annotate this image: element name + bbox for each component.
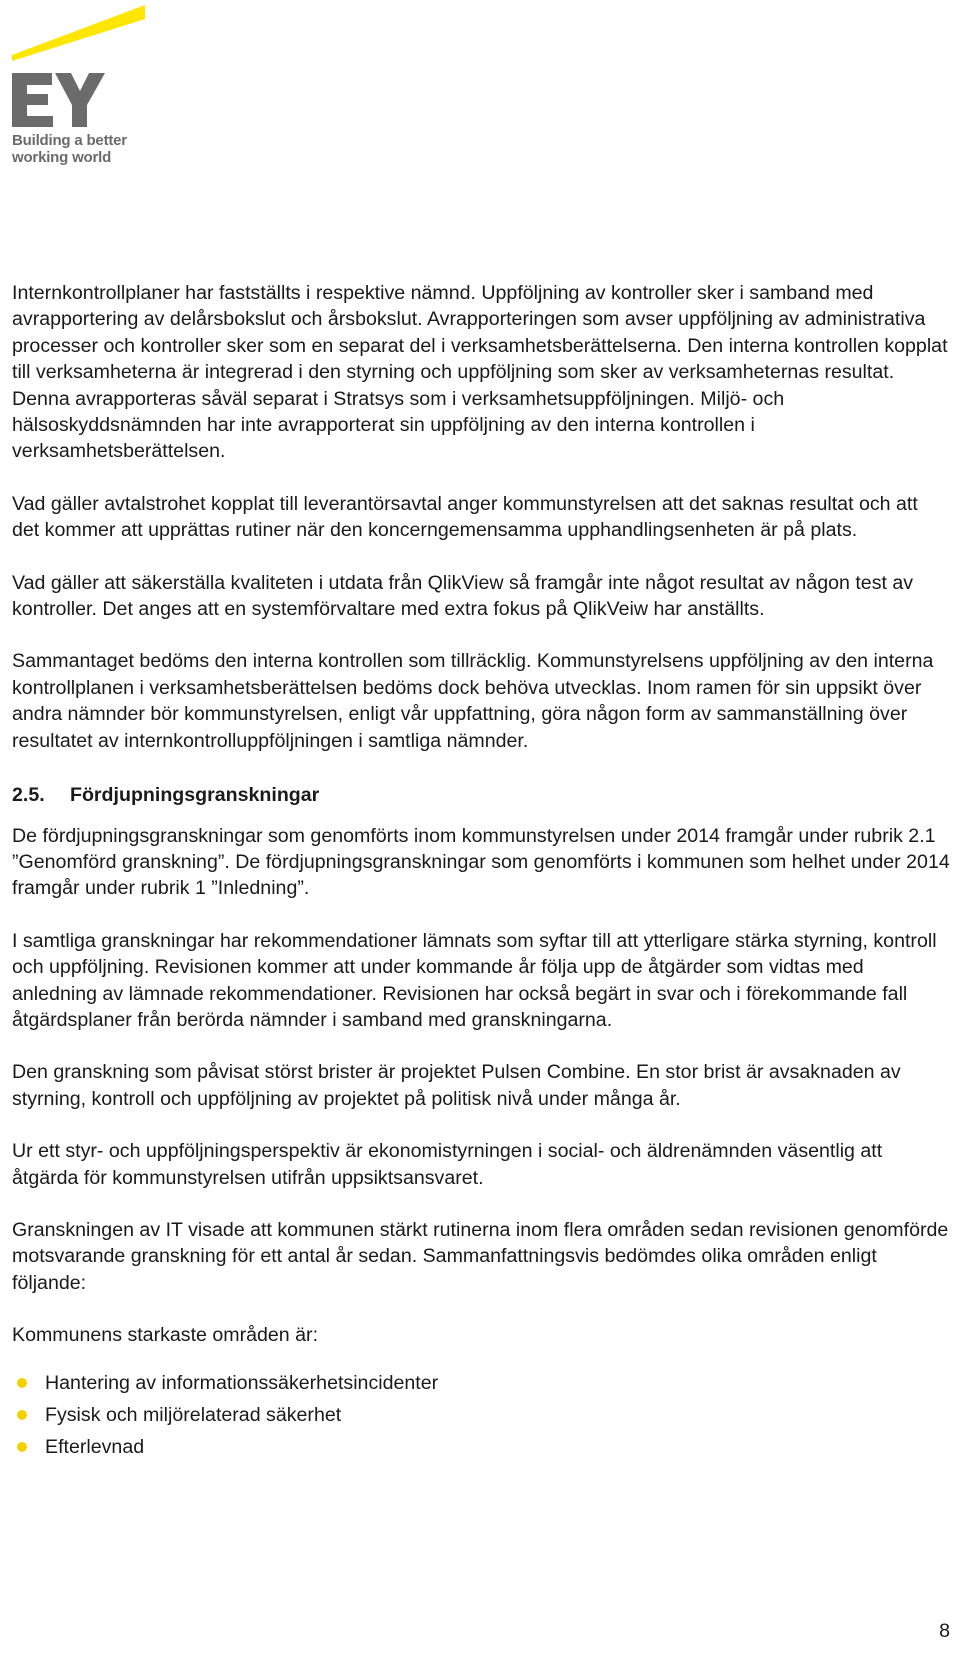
- ey-tagline-line2: working world: [12, 149, 112, 166]
- list-item: [12, 1399, 950, 1431]
- paragraph: Internkontrollplaner har fastställts i respektive nämnd. Uppföljning av kontroller sker i samband med avrapportering av delårsbokslut och årsbokslut. Avrapporteringen som avser uppföljning av administrativa processer och kontroller sker som en separat del i verksamhetsberättelserna. Den interna kontrollen kopplat till verksamheterna är integrerad i den styrning och uppföljning som sker av verksamheternas resultat. Denna avrapporteras såväl separat i Stratsys som i verksamhetsuppföljningen. Miljö- och hälsoskyddsnämnden har inte avrapporterat sin uppföljning av den interna kontrollen i verksamhetsberättelsen.: [12, 282, 948, 463]
- section-heading: [12, 782, 950, 808]
- document-body: [12, 280, 950, 1463]
- ey-logo-mark: [12, 5, 157, 130]
- list-item: [12, 1431, 950, 1463]
- ey-logo-wordmark: [12, 73, 105, 127]
- ey-logo: [12, 5, 157, 170]
- paragraph: Kommunens starkaste områden är:: [12, 1324, 319, 1347]
- list-item-text: Fysisk och miljörelaterad säkerhet: [45, 1403, 342, 1426]
- bullet-icon: [17, 1410, 27, 1420]
- paragraph: Den granskning som påvisat störst brister är projektet Pulsen Combine. En stor brist är avsaknaden av styrning, kontroll och uppföljning av projektet på politisk nivå under många år.: [12, 1061, 901, 1110]
- list-item-text: Hantering av informationssäkerhetsincidenter: [45, 1371, 439, 1394]
- ey-tagline-line1: Building a better: [12, 132, 127, 149]
- paragraph: Vad gäller att säkerställa kvaliteten i utdata från QlikView så framgår inte något resultat av någon test av kontroller. Det anges att en systemförvaltare med extra fokus på QlikVeiw har anställts.: [12, 571, 914, 621]
- paragraph: Sammantaget bedöms den interna kontrollen som tillräcklig. Kommunstyrelsens uppföljning av den interna kontrollplanen i verksamhetsberättelsen bedöms dock behöva utvecklas. Inom ramen för sin uppsikt över andra nämnder bör kommunstyrelsen, enligt vår uppfattning, göra någon form av sammanställning över resultatet av internkontrolluppföljningen i samtliga nämnder.: [12, 650, 934, 752]
- ey-logo-beam: [12, 5, 145, 61]
- paragraph: Granskningen av IT visade att kommunen stärkt rutinerna inom flera områden sedan revisionen genomförde motsvarande granskning för ett antal år sedan. Sammanfattningsvis bedömdes olika områden enligt följande:: [12, 1218, 949, 1294]
- section-number: 2.5.: [12, 784, 45, 807]
- paragraph: I samtliga granskningar har rekommendationer lämnats som syftar till att ytterligare stärka styrning, kontroll och uppföljning. Revisionen kommer att under kommande år följa upp de åtgärder som vidtas med anledning av lämnade rekommendationer. Revisionen har också begärt in svar och i förekommande fall åtgärdsplaner från berörda nämnder i samband med granskningarna.: [12, 929, 937, 1031]
- paragraph: Ur ett styr- och uppföljningsperspektiv är ekonomistyrningen i social- och äldrenämnden väsentlig att åtgärda för kommunstyrelsen utifrån uppsiktsansvaret.: [12, 1140, 883, 1189]
- bullet-icon: [17, 1378, 27, 1388]
- list-item: [12, 1367, 950, 1399]
- bullet-icon: [17, 1442, 27, 1452]
- paragraph: De fördjupningsgranskningar som genomförts inom kommunstyrelsen under 2014 framgår under rubrik 2.1 ”Genomförd granskning”. De fördjupningsgranskningar som genomförts i kommunen som helhet under 2014 framgår under rubrik 1 ”Inledning”.: [12, 824, 950, 900]
- paragraph: Vad gäller avtalstrohet kopplat till leverantörsavtal anger kommunstyrelsen att det saknas resultat och att det kommer att upprättas rutiner när den koncerngemensamma upphandlingsenheten är på plats.: [12, 492, 918, 542]
- bullet-list: [12, 1367, 950, 1463]
- page-number: 8: [939, 1620, 950, 1642]
- list-item-text: Efterlevnad: [45, 1435, 145, 1458]
- section-title: Fördjupningsgranskningar: [70, 784, 320, 807]
